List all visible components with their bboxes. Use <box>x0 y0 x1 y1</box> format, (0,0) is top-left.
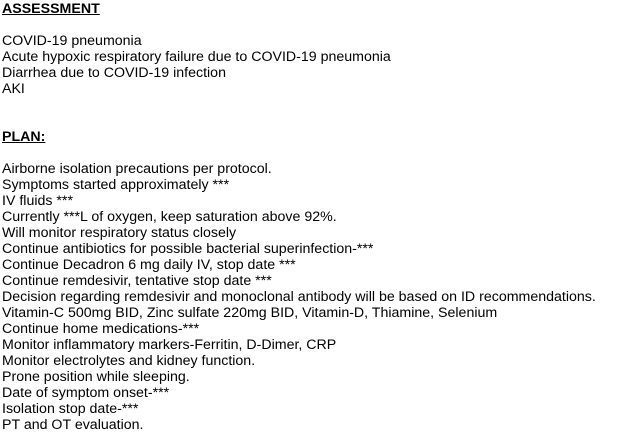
plan-item: Continue home medications-*** <box>2 321 200 337</box>
plan-item: Vitamin-C 500mg BID, Zinc sulfate 220mg BID, Vitamin-D, Thiamine, Selenium <box>2 305 498 321</box>
assessment-item: COVID-19 pneumonia <box>2 33 142 49</box>
plan-item: Airborne isolation precautions per protocol. <box>2 161 272 177</box>
spacer <box>2 17 619 33</box>
spacer <box>2 97 619 129</box>
assessment-list <box>2 33 619 97</box>
assessment-item: AKI <box>2 81 25 97</box>
plan-item: Currently ***L of oxygen, keep saturation above 92%. <box>2 209 337 225</box>
plan-list <box>2 161 619 433</box>
plan-item: Date of symptom onset-*** <box>2 385 170 401</box>
plan-item: Monitor inflammatory markers-Ferritin, D-Dimer, CRP <box>2 337 337 353</box>
plan-item: PT and OT evaluation. <box>2 417 144 433</box>
plan-item: Isolation stop date-*** <box>2 401 139 417</box>
plan-item: Symptoms started approximately *** <box>2 177 230 193</box>
plan-item: Prone position while sleeping. <box>2 369 190 385</box>
spacer <box>2 145 619 161</box>
plan-item: Continue remdesivir, tentative stop date *** <box>2 273 272 289</box>
plan-item: Decision regarding remdesivir and monoclonal antibody will be based on ID recommendations. <box>2 289 596 305</box>
plan-item: Monitor electrolytes and kidney function. <box>2 353 256 369</box>
plan-item: Continue Decadron 6 mg daily IV, stop date *** <box>2 257 296 273</box>
plan-heading: PLAN: <box>2 129 46 145</box>
plan-item: Continue antibiotics for possible bacterial superinfection-*** <box>2 241 374 257</box>
assessment-heading: ASSESSMENT <box>2 1 100 17</box>
assessment-item: Diarrhea due to COVID-19 infection <box>2 65 226 81</box>
clinical-note <box>2 0 619 433</box>
plan-item: Will monitor respiratory status closely <box>2 225 237 241</box>
assessment-item: Acute hypoxic respiratory failure due to COVID-19 pneumonia <box>2 49 391 65</box>
plan-item: IV fluids *** <box>2 193 73 209</box>
